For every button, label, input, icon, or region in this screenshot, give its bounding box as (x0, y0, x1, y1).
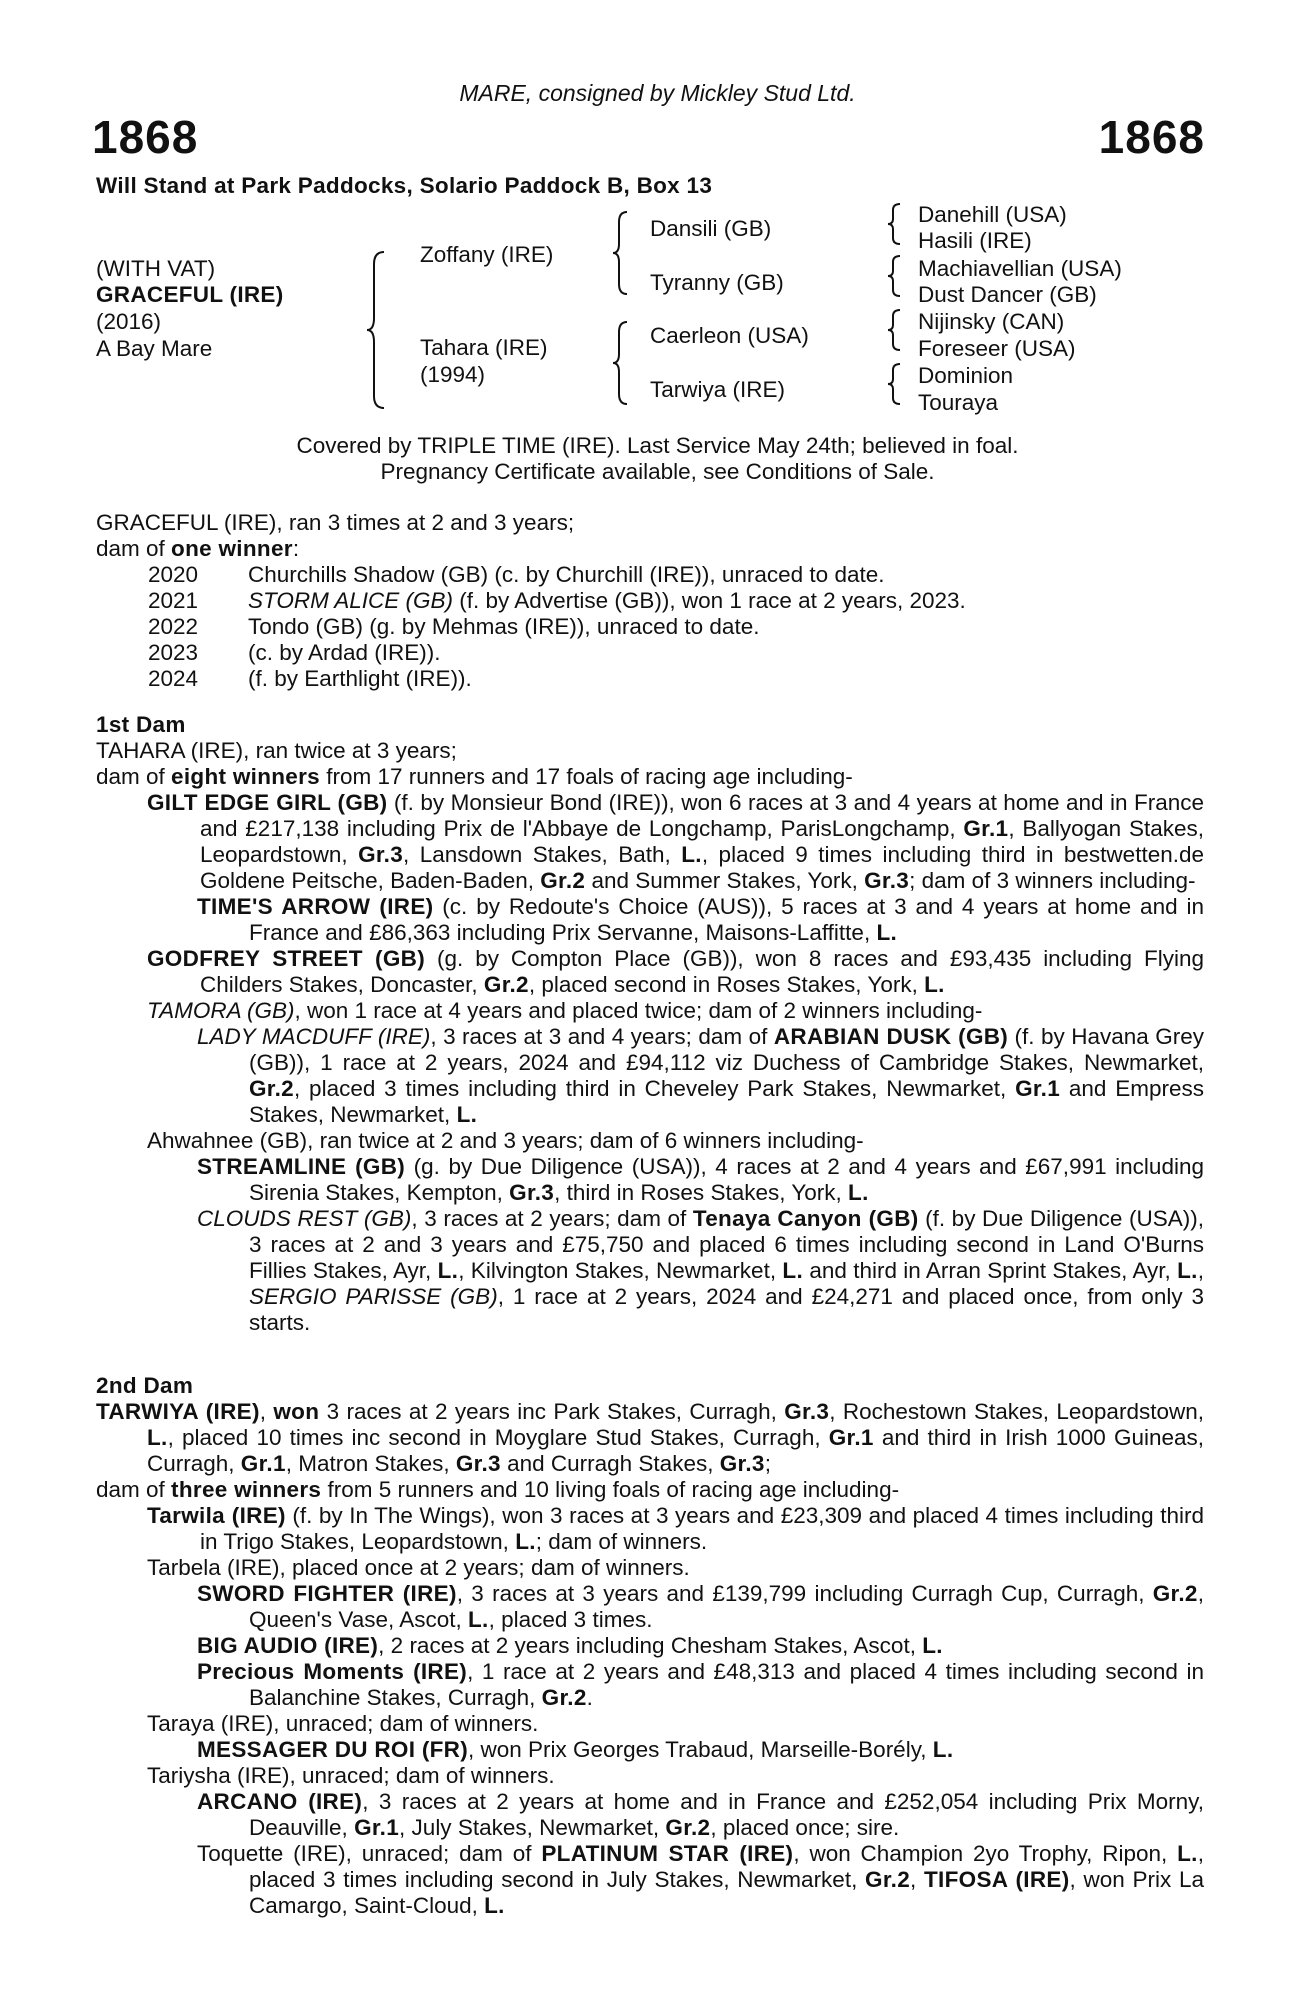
second-dam-section (96, 1373, 1204, 1919)
first-dam-section (96, 712, 1204, 1336)
entry-clouds-rest: CLOUDS REST (GB), 3 races at 2 years; dam of Tenaya Canyon (GB) (f. by Due Diligence (USA)), 3 races at 2 and 3 years and £75,750 and placed 6 times including second in Land O'Burns Fillies Stakes, Ayr, L., Kilvington Stakes, Newmarket, L. and third in Arran Sprint Stakes, Ayr, L., SERGIO PARISSE (GB), 1 race at 2 years, 2024 and £24,271 and placed once, from only 3 starts. (197, 1206, 1204, 1335)
offspring-row: 2020 Churchills Shadow (GB) (c. by Churchill (IRE)), unraced to date. (148, 562, 885, 587)
pedigree-brace-sire (612, 210, 630, 296)
pedigree-g2: Hasili (IRE) (918, 228, 1032, 253)
entry-lady-macduff: LADY MACDUFF (IRE), 3 races at 3 and 4 years; dam of ARABIAN DUSK (GB) (f. by Havana Grey (GB)), 1 race at 2 years, 2024 and £94,112 viz Duchess of Cambridge Stakes, Newmarket, Gr.2, placed 3 times including third in Cheveley Park Stakes, Newmarket, Gr.1 and Empress Stakes, Newmarket, L. (197, 1024, 1204, 1127)
stand-location: Will Stand at Park Paddocks, Solario Paddock B, Box 13 (96, 173, 713, 198)
pedigree-brace-g4 (887, 362, 903, 406)
pedigree-g8: Touraya (918, 390, 999, 415)
pedigree-brace-dam (612, 320, 630, 406)
pedigree-brace-main (366, 250, 388, 410)
pedigree-g5: Nijinsky (CAN) (918, 309, 1065, 334)
entry-ahwahnee: Ahwahnee (GB), ran twice at 2 and 3 years; dam of 6 winners including- (147, 1128, 864, 1153)
offspring-row: 2022 Tondo (GB) (g. by Mehmas (IRE)), unraced to date. (148, 614, 760, 639)
entry-times-arrow: TIME'S ARROW (IRE) (c. by Redoute's Choice (AUS)), 5 races at 3 and 4 years at home and in France and £86,363 including Prix Servanne, Maisons-Laffitte, L. (197, 894, 1204, 945)
pedigree-sire-dam: Tyranny (GB) (650, 270, 784, 295)
pedigree-sire: Zoffany (IRE) (420, 242, 554, 267)
entry-tamora: TAMORA (GB), won 1 race at 4 years and placed twice; dam of 2 winners including- (147, 998, 983, 1023)
pedigree-g3: Machiavellian (USA) (918, 256, 1122, 281)
entry-precious-moments: Precious Moments (IRE), 1 race at 2 years and £48,313 and placed 4 times including second in Balanchine Stakes, Curragh, Gr.2. (197, 1659, 1204, 1710)
horse-name: GRACEFUL (IRE) (96, 282, 284, 307)
entry-gilt-edge-girl: GILT EDGE GIRL (GB) (f. by Monsieur Bond (IRE)), won 6 races at 3 and 4 years at home and in France and £217,138 including Prix de l'Abbaye de Longchamp, ParisLongchamp, Gr.1, Ballyogan Stakes, Leopardstown, Gr.3, Lansdown Stakes, Bath, L., placed 9 times including third in bestwetten.de Goldene Peitsche, Baden-Baden, Gr.2 and Summer Stakes, York, Gr.3; dam of 3 winners including- (147, 790, 1205, 893)
offspring-row: 2021 STORM ALICE (GB) (f. by Advertise (GB)), won 1 race at 2 years, 2023. (148, 588, 966, 613)
entry-toquette: Toquette (IRE), unraced; dam of PLATINUM STAR (IRE), won Champion 2yo Trophy, Ripon, L., placed 3 times including second in July Stakes, Newmarket, Gr.2, TIFOSA (IRE), won Prix La Camargo, Saint-Cloud, L. (197, 1841, 1205, 1918)
offspring-row: 2024 (f. by Earthlight (IRE)). (148, 666, 472, 691)
pedigree-dam: Tahara (IRE) (420, 335, 548, 360)
entry-streamline: STREAMLINE (GB) (g. by Due Diligence (USA)), 4 races at 2 and 4 years and £67,991 including Sirenia Stakes, Kempton, Gr.3, third in Roses Stakes, York, L. (197, 1154, 1204, 1205)
pedigree-brace-g2 (887, 254, 903, 298)
entry-tarwila: Tarwila (IRE) (f. by In The Wings), won 3 races at 3 years and £23,309 and placed 4 times including third in Trigo Stakes, Leopardstown, L.; dam of winners. (147, 1503, 1204, 1554)
entry-taraya: Taraya (IRE), unraced; dam of winners. (147, 1711, 539, 1736)
produce-section (96, 510, 1204, 692)
produce-intro: GRACEFUL (IRE), ran 3 times at 2 and 3 years; (96, 510, 575, 535)
second-dam-heading: 2nd Dam (96, 1373, 194, 1398)
lot-number-right: 1868 (1098, 111, 1205, 163)
entry-arcano: ARCANO (IRE), 3 races at 2 years at home and in France and £252,054 including Prix Morny, Deauville, Gr.1, July Stakes, Newmarket, Gr.2, placed once; sire. (197, 1789, 1204, 1840)
entry-messager-du-roi: MESSAGER DU ROI (FR), won Prix Georges Trabaud, Marseille-Borély, L. (197, 1737, 954, 1762)
produce-dam-of: dam of one winner: (96, 536, 300, 561)
pedigree-dam-year: (1994) (420, 362, 486, 387)
entry-tarwiya: TARWIYA (IRE), won 3 races at 2 years inc Park Stakes, Curragh, Gr.3, Rochestown Stakes, Leopardstown, L., placed 10 times inc second in Moyglare Stud Stakes, Curragh, Gr.1 and third in Irish 1000 Guineas, Curragh, Gr.1, Matron Stakes, Gr.3 and Curragh Stakes, Gr.3; (96, 1399, 1205, 1476)
vat-note: (WITH VAT) (96, 256, 216, 281)
entry-big-audio: BIG AUDIO (IRE), 2 races at 2 years including Chesham Stakes, Ascot, L. (197, 1633, 943, 1658)
pedigree-brace-g3 (887, 308, 903, 352)
pedigree-dam-dam: Tarwiya (IRE) (650, 377, 786, 402)
pedigree-sire-sire: Dansili (GB) (650, 216, 772, 241)
horse-description: A Bay Mare (96, 336, 213, 361)
pedigree-g6: Foreseer (USA) (918, 336, 1076, 361)
first-dam-record: TAHARA (IRE), ran twice at 3 years; (96, 738, 457, 763)
entry-sword-fighter: SWORD FIGHTER (IRE), 3 races at 3 years and £139,799 including Curragh Cup, Curragh, Gr.2, Queen's Vase, Ascot, L., placed 3 times. (197, 1581, 1204, 1632)
entry-tariysha: Tariysha (IRE), unraced; dam of winners. (147, 1763, 555, 1788)
pedigree-g7: Dominion (918, 363, 1014, 388)
covered-line-2: Pregnancy Certificate available, see Conditions of Sale. (380, 459, 935, 484)
entry-tarbela: Tarbela (IRE), placed once at 2 years; dam of winners. (147, 1555, 690, 1580)
second-dam-produce: dam of three winners from 5 runners and 10 living foals of racing age including- (96, 1477, 900, 1502)
pedigree-g4: Dust Dancer (GB) (918, 282, 1097, 307)
offspring-row: 2023 (c. by Ardad (IRE)). (148, 640, 441, 665)
pedigree-brace-g1 (887, 202, 903, 246)
first-dam-produce: dam of eight winners from 17 runners and 17 foals of racing age including- (96, 764, 853, 789)
first-dam-heading: 1st Dam (96, 712, 186, 737)
covered-line-1: Covered by TRIPLE TIME (IRE). Last Service May 24th; believed in foal. (296, 433, 1019, 458)
lot-number-left: 1868 (92, 111, 199, 163)
entry-godfrey-street: GODFREY STREET (GB) (g. by Compton Place (GB)), won 8 races and £93,435 including Flying Childers Stakes, Doncaster, Gr.2, placed second in Roses Stakes, York, L. (147, 946, 1204, 997)
pedigree-dam-sire: Caerleon (USA) (650, 323, 809, 348)
pedigree-g1: Danehill (USA) (918, 202, 1067, 227)
horse-year: (2016) (96, 309, 162, 334)
consignor-line: MARE, consigned by Mickley Stud Ltd. (459, 80, 856, 106)
